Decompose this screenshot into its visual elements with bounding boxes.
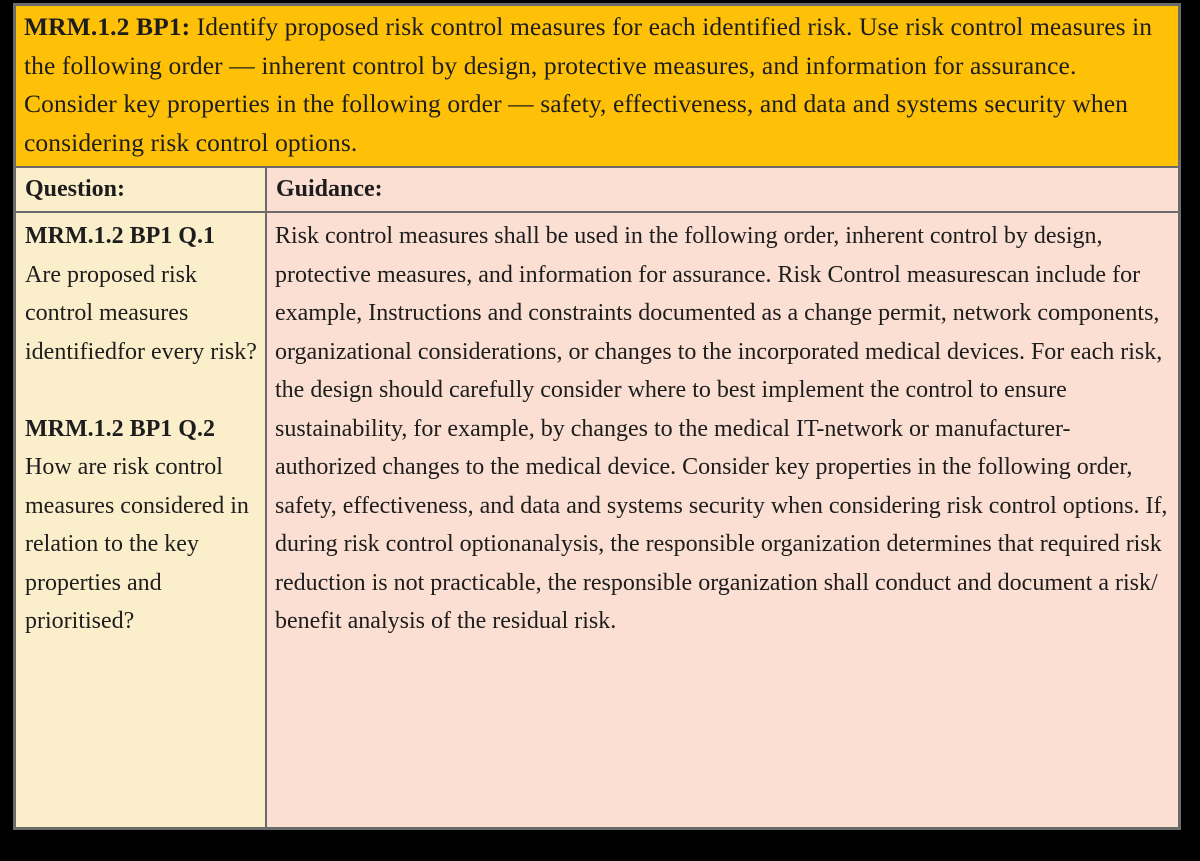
question-id-2: MRM.1.2 BP1 Q.2 [25,415,215,442]
banner-text [24,8,1170,162]
guidance-cell [267,213,1178,827]
question-id-1: MRM.1.2 BP1 Q.1 [25,223,215,249]
question-text-2: How are risk control measures considered in relation to the key properties and prioritised? [25,454,249,634]
question-block-1 [25,217,262,371]
question-block-2 [25,410,262,641]
column-header-question: Question: [16,168,267,211]
guidance-table [13,3,1181,830]
column-header-row [16,168,1178,213]
banner-row [16,6,1178,168]
question-text-1: Are proposed risk control measures identifiedfor every risk? [25,261,257,365]
banner-body: Identify proposed risk control measures for each identified risk. Use risk control measures in the following order — inherent control by design, protective measures, and information for assurance. Consider key properties in the following order — safety, effectiveness, and data and systems security when considering risk control options. [24,12,1153,157]
guidance-text: Risk control measures shall be used in the following order, inherent control by design, protective measures, and information for assurance. Risk Control measurescan include for example, Instructions and constraints documented as a change permit, network components, organizational considerations, or changes to the incorporated medical devices. For each risk, the design should carefully consider where to best implement the control to ensure sustainability, for example, by changes to the medical IT-network or manufacturer-authorized changes to the medical device. Consider key properties in the following order, safety, effectiveness, and data and systems security when considering risk control options. If, during risk control optionanalysis, the responsible organization determines that required risk reduction is not practicable, the responsible organization shall conduct and document a risk/ benefit analysis of the residual risk. [275,223,1168,634]
question-cell [16,213,267,827]
column-header-guidance: Guidance: [267,168,1178,211]
content-row [16,213,1178,827]
banner-label: MRM.1.2 BP1: [24,12,191,41]
